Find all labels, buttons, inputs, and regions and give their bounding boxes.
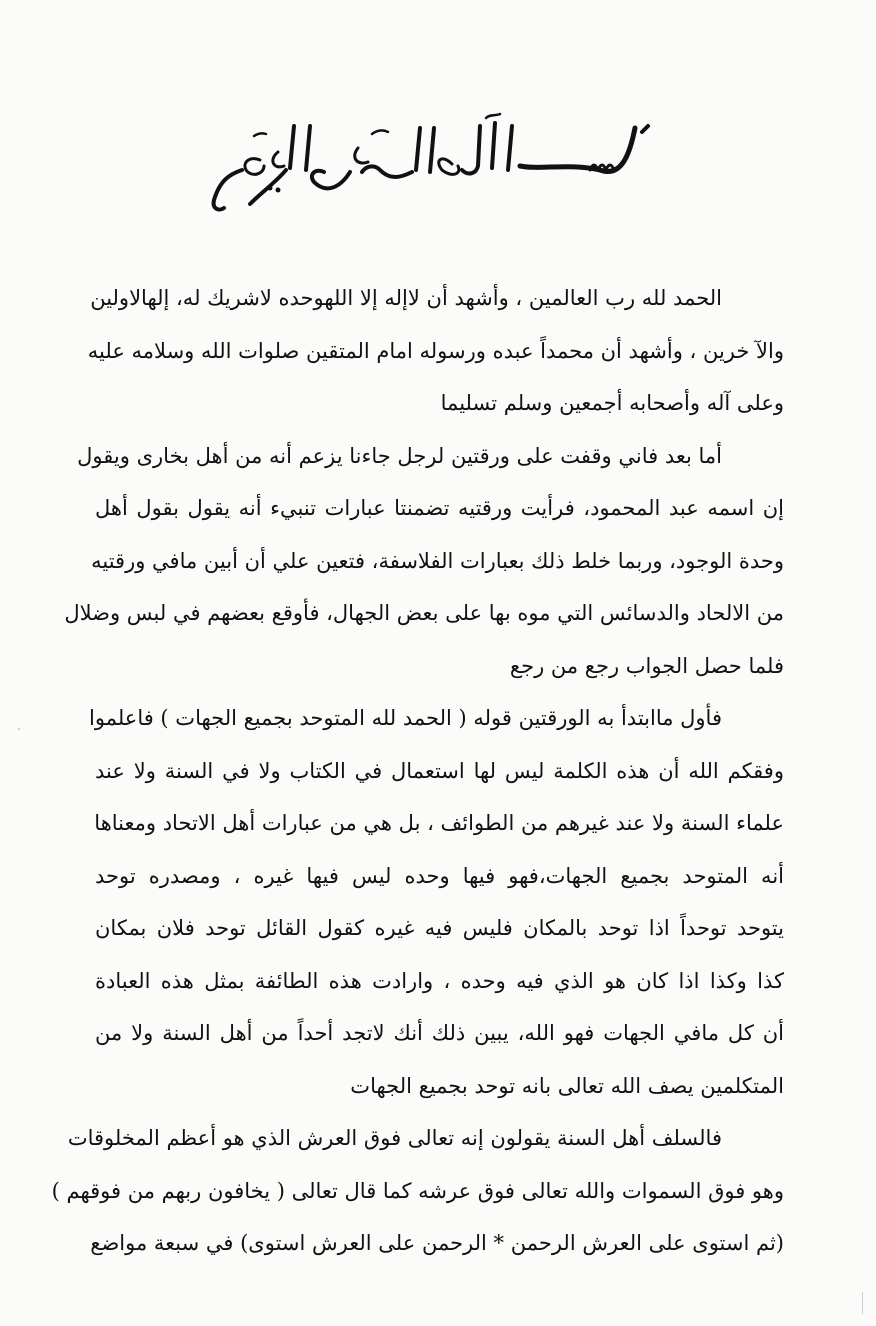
text-line: وهو فوق السموات والله تعالى فوق عرشه كما قال تعالى ( يخافون ربهم من فوقهم ) bbox=[51, 1178, 784, 1203]
text-line: وحدة الوجود، وربما خلط ذلك بعبارات الفلاسفة، فتعين علي أن أبين مافي ورقتيه bbox=[91, 548, 784, 573]
text-line: أنه المتوحد بجميع الجهات،فهو فيها وحده ليس فيها غيره ، ومصدره توحد bbox=[95, 863, 784, 888]
text-line: (ثم استوى على العرش الرحمن * الرحمن على العرش استوى) في سبعة مواضع bbox=[90, 1231, 784, 1255]
text-line: يتوحد توحداً اذا توحد بالمكان فليس فيه غيره كقول القائل توحد فلان بمكان bbox=[95, 916, 784, 940]
scan-speck bbox=[18, 728, 20, 730]
text-line: أما بعد فاني وقفت على ورقتين لرجل جاءنا يزعم أنه من أهل بخارى ويقول bbox=[77, 443, 722, 468]
basmala-calligraphy-image bbox=[190, 108, 690, 218]
text-line: المتكلمين يصف الله تعالى بانه توحد بجميع الجهات bbox=[350, 1073, 784, 1098]
text-line: فالسلف أهل السنة يقولون إنه تعالى فوق العرش الذي هو أعظم المخلوقات bbox=[67, 1126, 722, 1150]
document-body bbox=[51, 272, 785, 1270]
scan-speck bbox=[862, 1292, 863, 1314]
text-line: الحمد لله رب العالمين ، وأشهد أن لاإله إلا اللهوحده لاشريك له، إلهالاولين bbox=[90, 286, 722, 310]
text-line: فلما حصل الجواب رجع من رجع bbox=[509, 653, 784, 678]
text-line: كذا وكذا اذا كان هو الذي فيه وحده ، وارادت هذه الطائفة بمثل هذه العبادة bbox=[95, 968, 784, 993]
text-line: علماء السنة ولا عند غيرهم من الطوائف ، بل هي من عبارات أهل الاتحاد ومعناها bbox=[94, 811, 784, 835]
text-line: والآ خرين ، وأشهد أن محمداً عبده ورسوله امام المتقين صلوات الله وسلامه عليه bbox=[87, 338, 784, 363]
text-line: وفقكم الله أن هذه الكلمة ليس لها استعمال في الكتاب ولا في السنة ولا عند bbox=[95, 758, 784, 783]
text-line: من الالحاد والدسائس التي موه بها على بعض الجهال، فأوقع بعضهم في لبس وضلال bbox=[64, 601, 784, 625]
basmala-calligraphy bbox=[190, 108, 690, 218]
text-line: إن اسمه عبد المحمود، فرأيت ورقتيه تضمنتا عبارات تنبيء أنه يقول بقول أهل bbox=[95, 496, 784, 520]
text-line: أن كل مافي الجهات فهو الله، يبين ذلك أنك لاتجد أحداً من أهل السنة ولا من bbox=[95, 1021, 785, 1045]
text-line: وعلى آله وأصحابه أجمعين وسلم تسليما bbox=[440, 391, 784, 415]
text-line: فأول ماابتدأ به الورقتين قوله ( الحمد لله المتوحد بجميع الجهات ) فاعلموا bbox=[89, 706, 722, 730]
